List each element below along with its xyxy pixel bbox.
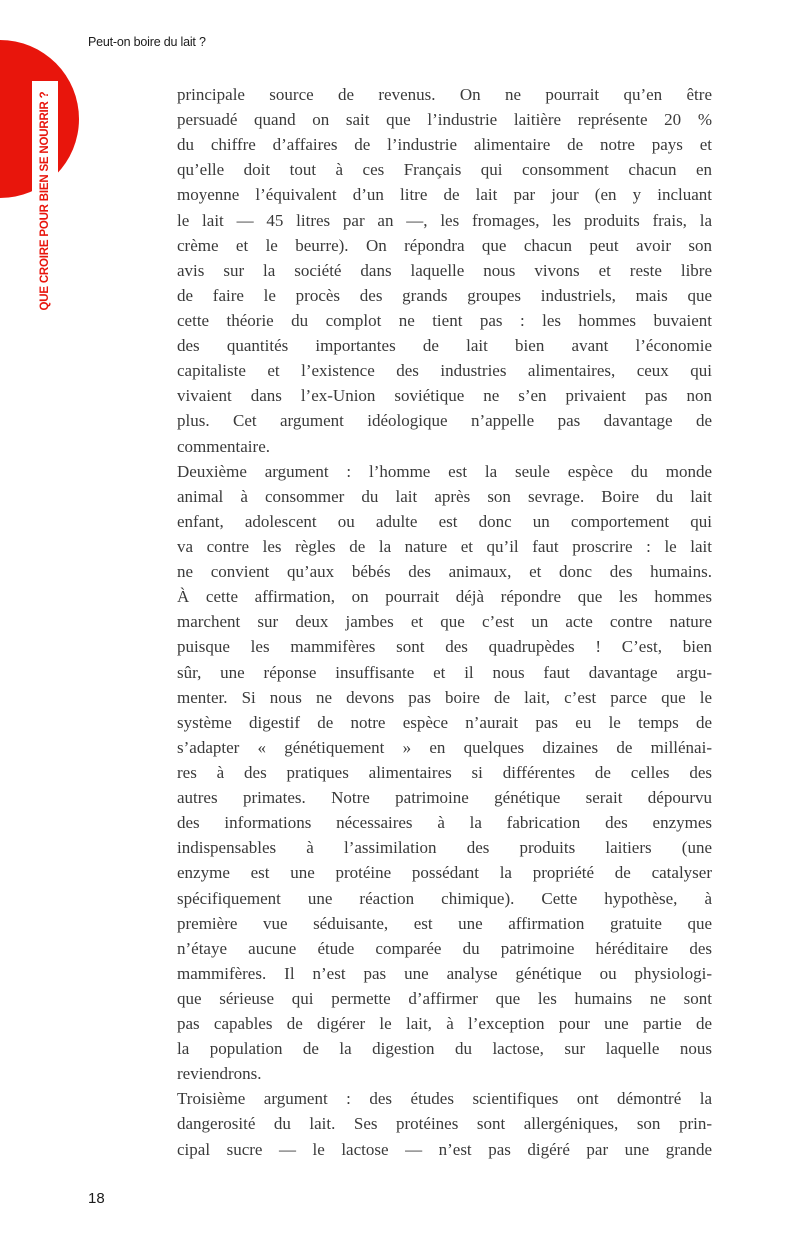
body-text-line: puisque les mammifères sont des quadrupèdes ! C’est, bien	[177, 637, 712, 657]
body-text-line: À cette affirmation, on pourrait déjà répondre que les hommes	[177, 587, 712, 607]
body-text-line: commentaire.	[177, 436, 270, 456]
running-header: Peut-on boire du lait ?	[88, 35, 206, 49]
body-text-line: principale source de revenus. On ne pourrait qu’en être	[177, 85, 712, 104]
body-text-line: des quantités importantes de lait bien avant l’économie	[177, 336, 712, 356]
body-text-line: indispensables à l’assimilation des produits laitiers (une	[177, 838, 712, 858]
body-text-line: de faire le procès des grands groupes industriels, mais que	[177, 285, 712, 305]
body-text-line: cipal sucre — le lactose — n’est pas digéré par une grande	[177, 1139, 712, 1159]
body-text-line: spécifiquement une réaction chimique). Cette hypothèse, à	[177, 888, 712, 908]
body-text-line: du chiffre d’affaires de l’industrie alimentaire de notre pays et	[177, 135, 712, 155]
body-text-line: s’adapter « génétiquement » en quelques dizaines de millénai-	[177, 737, 712, 757]
body-text-line: sûr, une réponse insuffisante et il nous faut davantage argu-	[177, 662, 712, 682]
body-text-line: animal à consommer du lait après son sevrage. Boire du lait	[177, 486, 712, 506]
page-number: 18	[88, 1190, 105, 1207]
body-text-line: va contre les règles de la nature et qu’il faut proscrire : le lait	[177, 536, 712, 556]
body-text-line: système digestif de notre espèce n’aurait pas eu le temps de	[177, 712, 712, 732]
body-text-line: cette théorie du complot ne tient pas : les hommes buvaient	[177, 310, 712, 330]
body-text-line: avis sur la société dans laquelle nous vivons et reste libre	[177, 260, 712, 280]
body-text-line: vivaient dans l’ex-Union soviétique ne s’en privaient pas non	[177, 386, 712, 406]
body-text-line: dangerosité du lait. Ses protéines sont allergéniques, son prin-	[177, 1114, 712, 1134]
body-text-line: capitaliste et l’existence des industries alimentaires, ceux qui	[177, 361, 712, 381]
body-text-line: reviendrons.	[177, 1064, 262, 1084]
body-text-line: res à des pratiques alimentaires si différentes de celles des	[177, 762, 712, 782]
body-text-line: menter. Si nous ne devons pas boire de lait, c’est parce que le	[177, 687, 712, 707]
body-text-line: Deuxième argument : l’homme est la seule espèce du monde	[177, 461, 712, 481]
body-text-line: Troisième argument : des études scientifiques ont démontré la	[177, 1089, 712, 1109]
body-text-line: que sérieuse qui permette d’affirmer que les humains ne sont	[177, 988, 712, 1008]
body-text	[177, 82, 712, 1162]
chapter-sidebar-label: QUE CROIRE POUR BIEN SE NOURRIR ?	[32, 81, 58, 321]
body-text-line: des informations nécessaires à la fabrication des enzymes	[177, 813, 712, 833]
body-text-line: marchent sur deux jambes et que c’est un acte contre nature	[177, 612, 712, 632]
body-text-line: qu’elle doit tout à ces Français qui consomment chacun en	[177, 160, 712, 180]
body-text-line: moyenne l’équivalent d’un litre de lait par jour (en y incluant	[177, 185, 712, 205]
body-text-line: persuadé quand on sait que l’industrie laitière représente 20 %	[177, 110, 712, 130]
body-text-line: la population de la digestion du lactose, sur laquelle nous	[177, 1039, 712, 1059]
body-text-line: n’étaye aucune étude comparée du patrimoine héréditaire des	[177, 938, 712, 958]
body-text-line: crème et le beurre). On répondra que chacun peut avoir son	[177, 235, 712, 255]
body-text-line: première vue séduisante, est une affirmation gratuite que	[177, 913, 712, 933]
body-text-line: le lait — 45 litres par an —, les fromages, les produits frais, la	[177, 210, 712, 230]
body-text-line: enzyme est une protéine possédant la propriété de catalyser	[177, 863, 712, 883]
body-text-line: enfant, adolescent ou adulte est donc un comportement qui	[177, 511, 712, 531]
body-text-line: pas capables de digérer le lait, à l’exception pour une partie de	[177, 1014, 712, 1034]
body-text-line: plus. Cet argument idéologique n’appelle pas davantage de	[177, 411, 712, 431]
body-text-line: mammifères. Il n’est pas une analyse génétique ou physiologi-	[177, 963, 712, 983]
body-text-line: autres primates. Notre patrimoine génétique serait dépourvu	[177, 788, 712, 808]
body-text-line: ne convient qu’aux bébés des animaux, et donc des humains.	[177, 562, 712, 582]
